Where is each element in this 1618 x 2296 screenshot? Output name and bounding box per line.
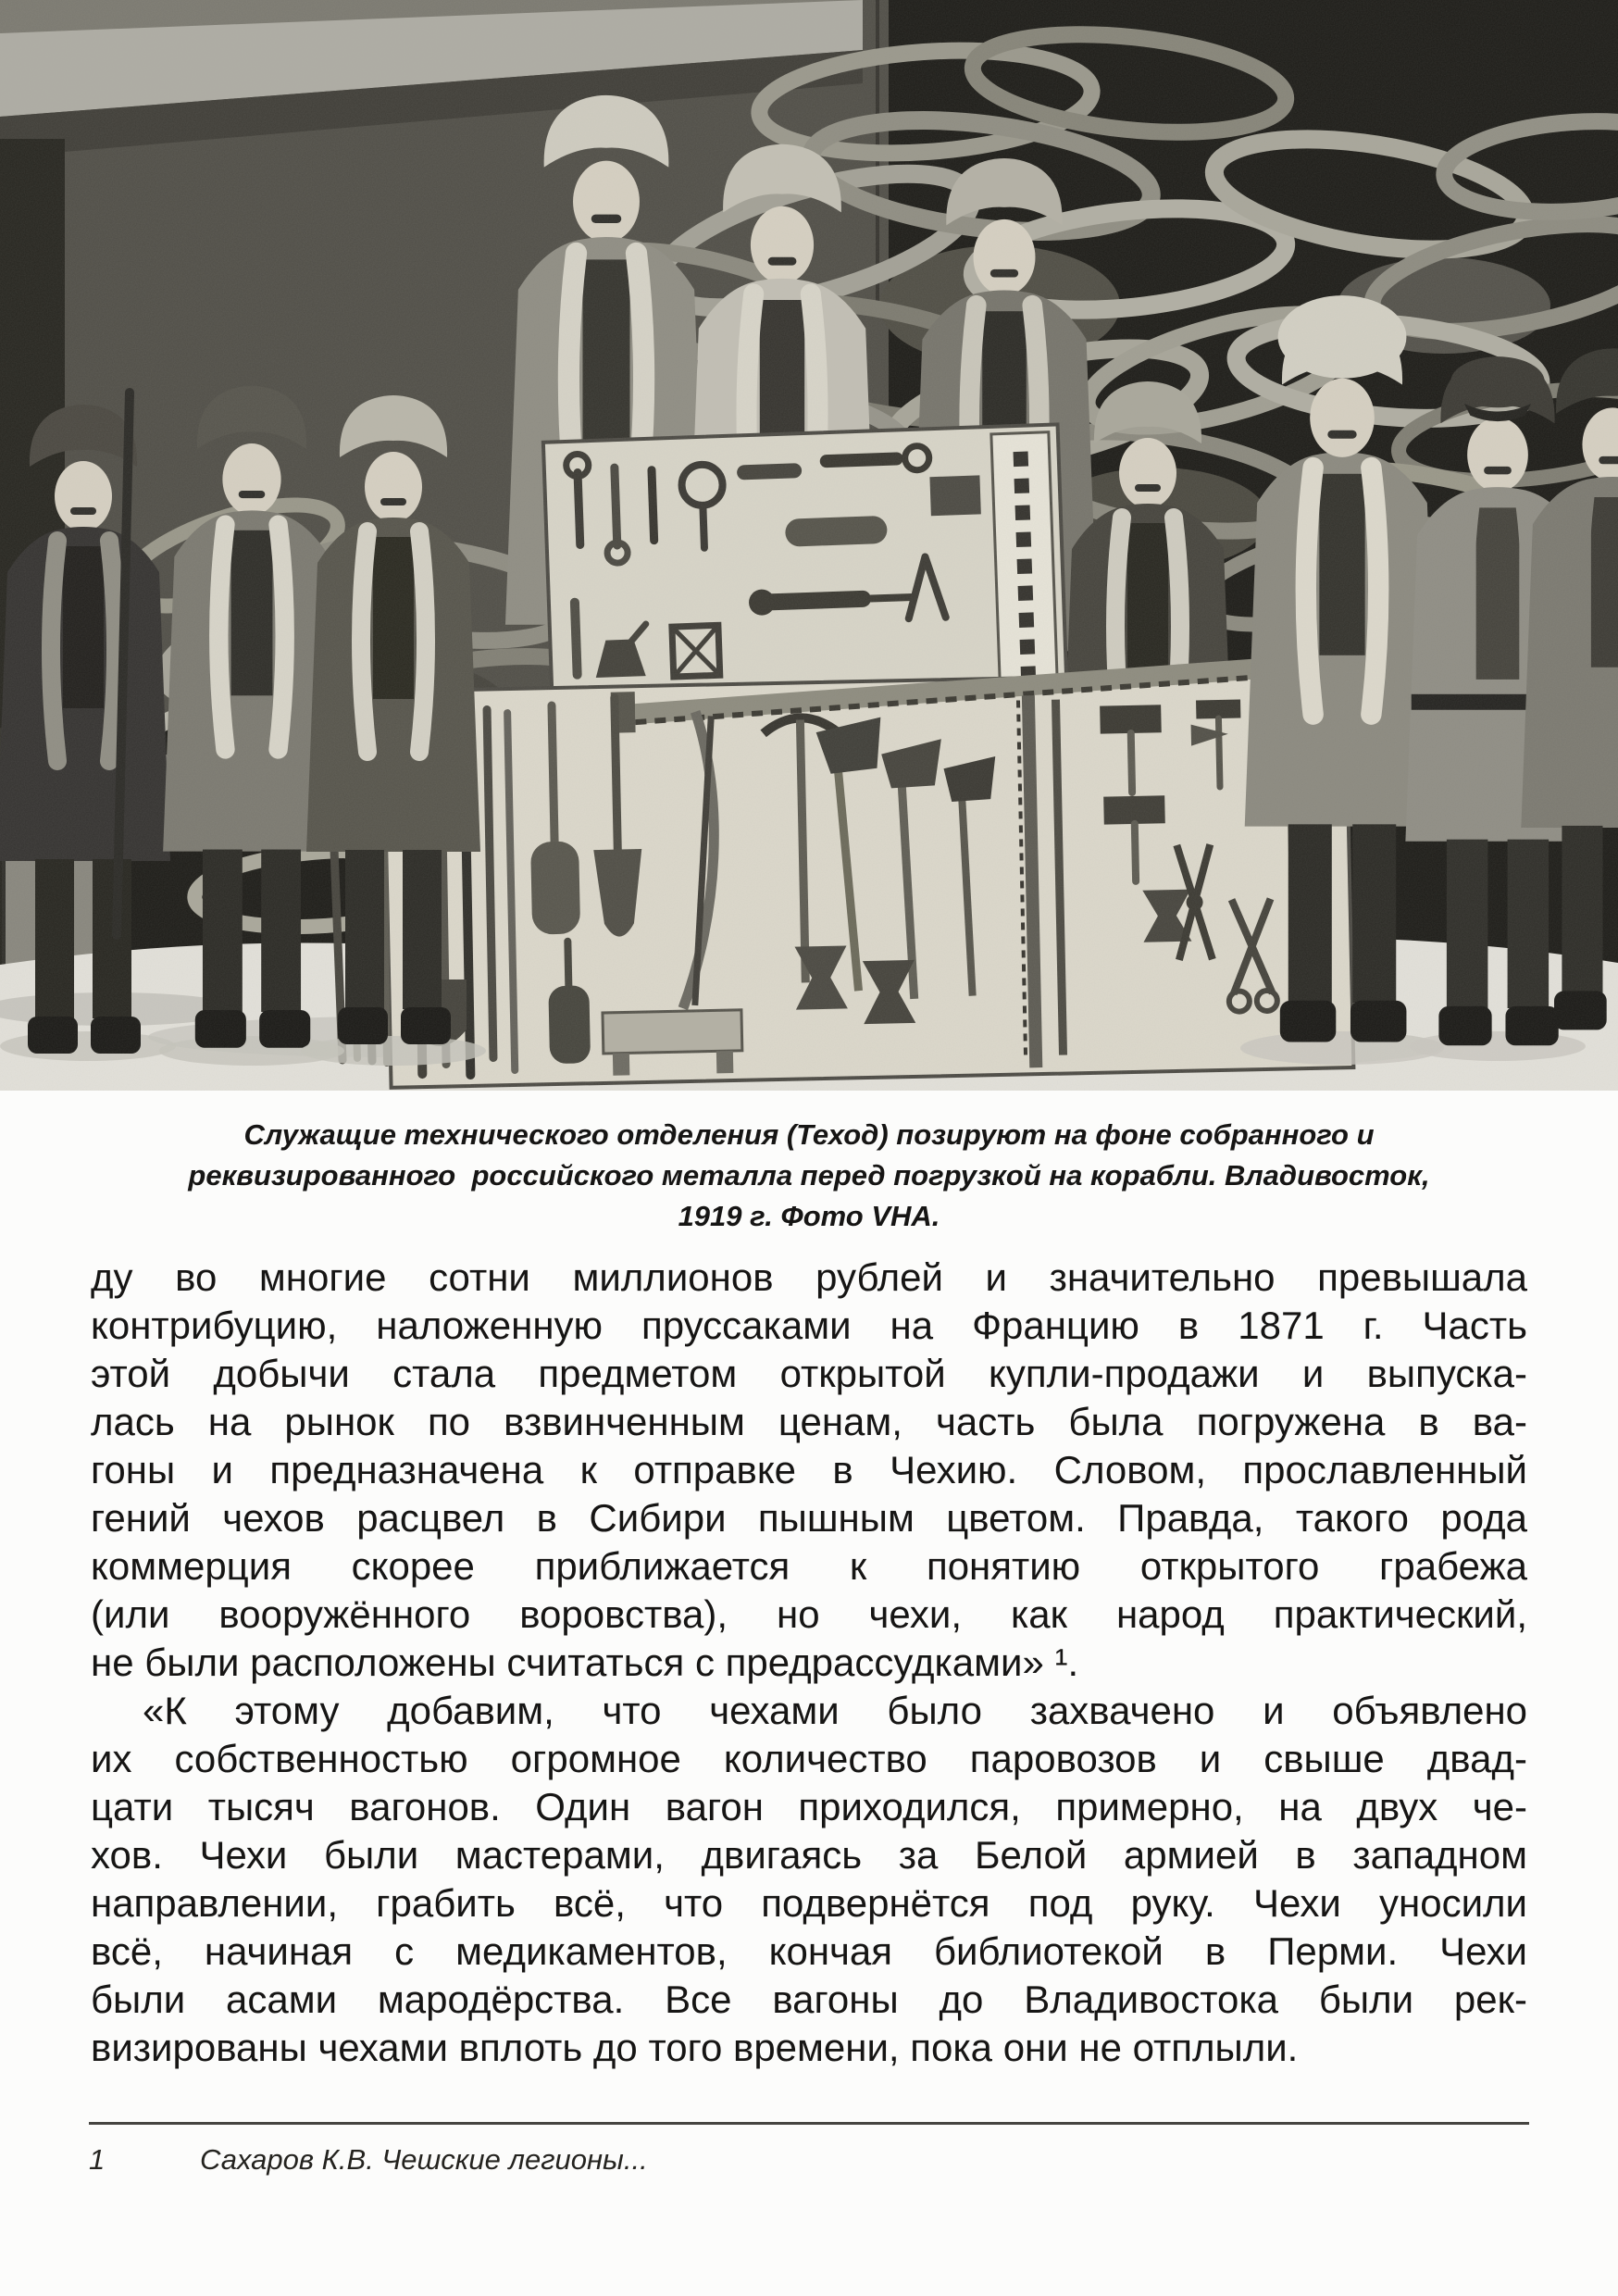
photo-illustration	[0, 0, 1618, 1091]
photo-caption	[129, 1115, 1489, 1237]
paragraph	[91, 1254, 1527, 1687]
footnote-marker: 1	[89, 2143, 106, 2176]
paragraph	[91, 1687, 1527, 2072]
body-line: гоны и предназначена к отправке в Чехию. Словом, прославленный	[91, 1448, 1527, 1491]
body-line: их собственностью огромное количество паровозов и свыше двад-	[91, 1737, 1527, 1780]
body-line: (или вооружённого воровства), но чехи, как народ практический,	[91, 1592, 1527, 1636]
body-line: «К этому добавим, что чехами было захвачено и объявлено	[143, 1689, 1527, 1732]
body-line: ду во многие сотни миллионов рублей и значительно превышала	[91, 1255, 1527, 1299]
body-line: хов. Чехи были мастерами, двигаясь за Белой армией в западном	[91, 1833, 1527, 1877]
body-line: направлении, грабить всё, что подвернётся под руку. Чехи уносили	[91, 1881, 1527, 1925]
body-line: контрибуцию, наложенную пруссаками на Францию в 1871 г. Часть	[91, 1304, 1527, 1347]
caption-line: Служащие технического отделения (Теход) позируют на фоне собранного и	[243, 1118, 1375, 1151]
historical-photo	[0, 0, 1618, 1091]
body-line: цати тысяч вагонов. Один вагон приходился, примерно, на двух че-	[91, 1785, 1527, 1828]
footnote	[89, 2141, 1529, 2178]
body-line: всё, начиная с медикаментов, кончая библиотекой в Перми. Чехи	[91, 1929, 1527, 1973]
caption-line: реквизированного российского металла перед погрузкой на корабли. Владивосток,	[188, 1159, 1430, 1192]
body-line: коммерция скорее приближается к понятию открытого грабежа	[91, 1544, 1527, 1588]
caption-line: 1919 г. Фото VHA.	[678, 1200, 940, 1232]
body-line: гений чехов расцвел в Сибири пышным цветом. Правда, такого рода	[91, 1496, 1527, 1540]
footnote-text: Сахаров К.В. Чешские легионы...	[200, 2143, 648, 2176]
body-line: лась на рынок по взвинченным ценам, часть была погружена в ва-	[91, 1400, 1527, 1443]
body-line: были асами мародёрства. Все вагоны до Владивостока были рек-	[91, 1978, 1527, 2021]
body-line: визированы чехами вплоть до того времени, пока они не отплыли.	[91, 2026, 1299, 2069]
footnote-divider	[89, 2122, 1529, 2125]
body-text	[91, 1254, 1527, 2072]
film-grain-overlay	[0, 0, 1618, 1091]
body-line: не были расположены считаться с предрассудками» ¹.	[91, 1641, 1079, 1684]
body-line: этой добычи стала предметом открытой купли-продажи и выпуска-	[91, 1352, 1527, 1395]
